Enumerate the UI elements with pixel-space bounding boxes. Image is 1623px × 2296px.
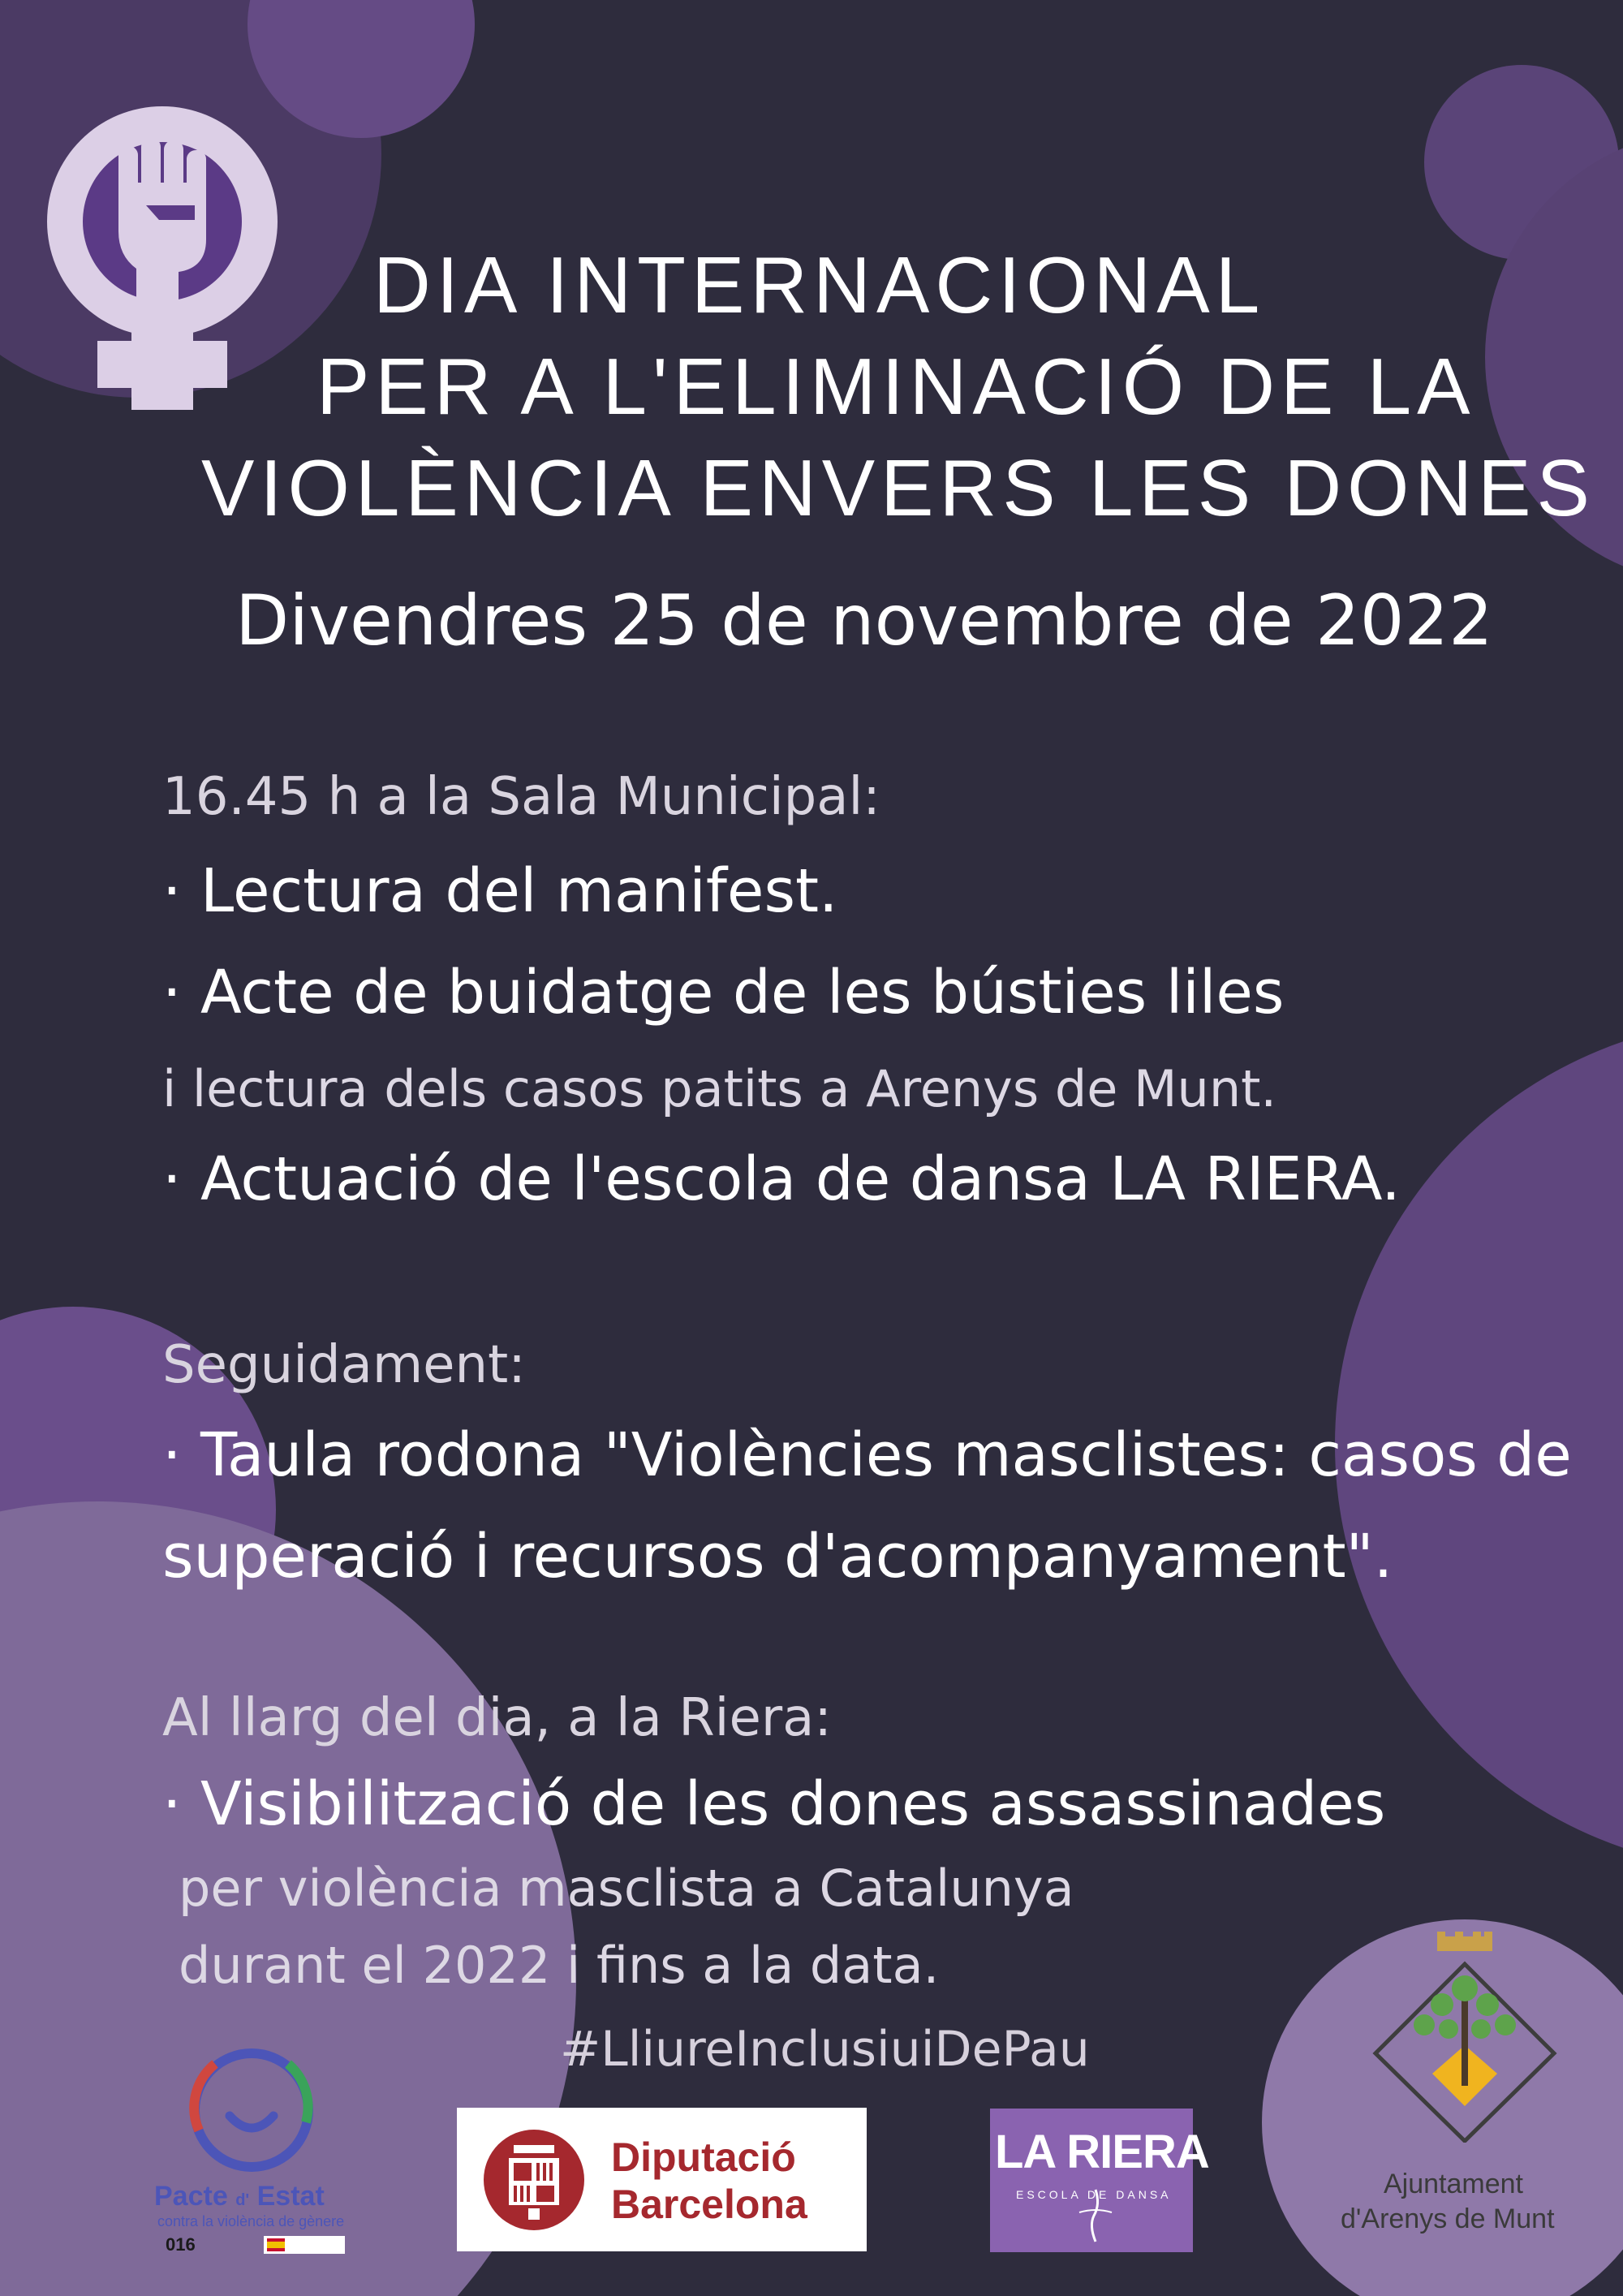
block1-item-3: · Actuació de l'escola de dansa LA RIERA. (162, 1144, 1401, 1214)
diputacio-line-1: Diputació (611, 2134, 796, 2180)
block1-item-1: · Lectura del manifest. (162, 856, 838, 926)
pacte-estat-logo (146, 2041, 357, 2255)
spanish-gov-badge (264, 2236, 345, 2254)
block2-heading: Seguidament: (162, 1335, 526, 1395)
block1-item-2-sub: i lectura dels casos patits a Arenys de Munt. (162, 1059, 1277, 1118)
smile-ring-icon (183, 2041, 321, 2179)
pacte-subtitle: contra la violència de gènere (157, 2213, 345, 2229)
block1-item-2: · Acte de buidatge de les bústies liles (162, 958, 1285, 1027)
hashtag: #LliureInclusiuiDePau (560, 2021, 1090, 2078)
title-line-2: PER A L'ELIMINACIÓ DE LA (316, 342, 1476, 431)
tree-crest-icon (1367, 1932, 1562, 2143)
la-riera-subtitle: ESCOLA DE DANSA (1016, 2188, 1172, 2201)
diputacio-line-2: Barcelona (611, 2182, 807, 2227)
block3-item-1-sub-1: per violència masclista a Catalunya (179, 1859, 1074, 1918)
title-line-1: DIA INTERNACIONAL (373, 240, 1266, 330)
diputacio-barcelona-logo (457, 2108, 867, 2251)
estat-word: Estat (256, 2181, 325, 2212)
block3-heading: Al llarg del dia, a la Riera: (162, 1688, 832, 1748)
ajuntament-line-1: Ajuntament (1384, 2169, 1523, 2199)
block1-heading: 16.45 h a la Sala Municipal: (162, 767, 880, 827)
block3-item-1: · Visibilització de les dones assassinades (162, 1769, 1386, 1839)
ajuntament-line-2: d'Arenys de Munt (1341, 2203, 1555, 2234)
feminist-fist-icon (41, 101, 284, 410)
title-line-3: VIOLÈNCIA ENVERS LES DONES (201, 443, 1595, 532)
pacte-de: d' (235, 2191, 250, 2209)
dancer-icon (1071, 2188, 1120, 2245)
la-riera-name: LA RIERA (995, 2126, 1209, 2178)
block3-item-1-sub-2: durant el 2022 i fins a la data. (179, 1936, 940, 1995)
pacte-word: Pacte (154, 2181, 228, 2212)
ajuntament-logo (1331, 1923, 1607, 2264)
event-date: Divendres 25 de novembre de 2022 (235, 580, 1493, 661)
la-riera-logo (990, 2109, 1209, 2252)
block2-item-1-line-1: · Taula rodona "Violències masclistes: casos de (162, 1420, 1572, 1490)
coat-of-arms-icon (481, 2127, 587, 2233)
block2-item-1-line-2: superació i recursos d'acompanyament". (162, 1522, 1393, 1592)
pacte-code: 016 (166, 2234, 196, 2255)
